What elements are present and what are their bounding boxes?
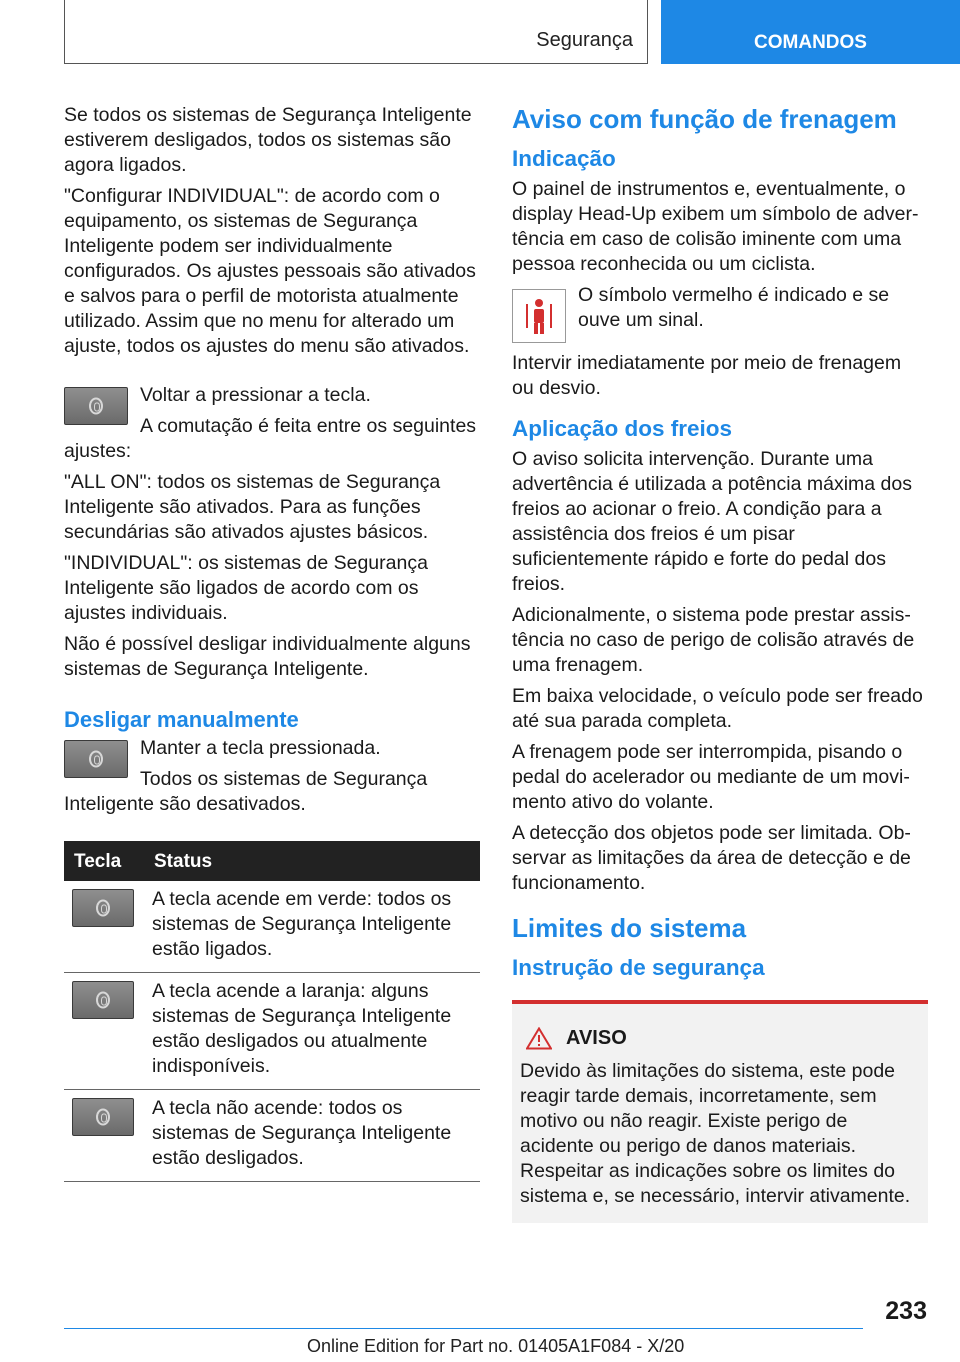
table-row xyxy=(64,881,480,973)
paragraph: A comutação é feita entre os seguintes ajustes: xyxy=(64,415,477,462)
subsection-heading: Indicação xyxy=(512,146,616,171)
right-column xyxy=(512,103,928,1223)
safety-button-icon xyxy=(72,1098,134,1136)
header-chapter-label: COMANDOS xyxy=(754,31,867,53)
paragraph: A frenagem pode ser interrompida, pisando o pedal do acelerador ou mediante de um movimento ativo do volante. xyxy=(512,741,910,813)
status-table xyxy=(64,841,480,1182)
subsection-heading: Instrução de segurança xyxy=(512,955,765,980)
table-row xyxy=(64,973,480,1090)
paragraph: Todos os sistemas de Segurança Inteligente são desativados. xyxy=(64,768,428,815)
pedestrian-warning-icon xyxy=(512,289,566,343)
table-row xyxy=(64,1090,480,1182)
warning-triangle-icon xyxy=(526,1027,552,1050)
paragraph: O aviso solicita intervenção. Durante uma advertência é utilizada a potência máxima dos freios ao acionar o freio. A condição para a assistência dos freios é um pisar suficientemente rápido e forte do pedal dos freios. xyxy=(512,448,912,595)
table-cell-status: A tecla não acende: todos os sistemas de Segurança Inteligente estão desligados. xyxy=(144,1090,480,1182)
warning-text: Devido às limitações do sistema, este pode reagir tarde demais, incorretamente, sem motivo ou não reagir. Existe perigo de acidente ou perigo de danos materiais. Respeitar as indicações sobre os limites do sistema e, se necessário, intervir ativamente. xyxy=(520,1060,911,1207)
paragraph: O símbolo vermelho é indicado e se ouve um sinal. xyxy=(578,284,890,331)
footer-edition: Online Edition for Part no. 01405A1F084 - X/20 xyxy=(307,1336,685,1356)
safety-button-icon xyxy=(64,387,128,425)
table-cell-status: A tecla acende em verde: todos os sistemas de Segurança Inteligente estão ligados. xyxy=(144,881,480,973)
safety-button-icon xyxy=(72,981,134,1019)
paragraph: Intervir imediatamente por meio de frenagem ou desvio. xyxy=(512,352,902,399)
subsection-heading: Aplicação dos freios xyxy=(512,416,733,441)
paragraph: Adicionalmente, o sistema pode prestar assistência no caso de perigo de colisão através de uma frenagem. xyxy=(512,604,915,676)
paragraph: Manter a tecla pressionada. xyxy=(140,737,381,759)
footer-divider xyxy=(64,1328,863,1329)
header-section-box xyxy=(64,0,648,64)
header-section-title: Segurança xyxy=(536,29,633,51)
left-column xyxy=(64,103,479,1182)
page-number: 233 xyxy=(885,1297,927,1325)
paragraph: "INDIVIDUAL": os sistemas de Segurança Inteligente são ligados de acordo com os ajustes individuais. xyxy=(64,552,428,624)
paragraph: Não é possível desligar individualmente alguns sistemas de Segurança Inteligente. xyxy=(64,633,471,680)
safety-button-icon xyxy=(72,889,134,927)
paragraph: "Configurar INDIVIDUAL": de acordo com o equipamento, os sistemas de Segurança Inteligente podem ser individualmente configurados. Os ajustes pessoais são ativados e salvos para o perfil de motorista atualmente utilizado. Assim que no menu for alterado um ajuste, todos os ajustes do menu são ativados. xyxy=(64,185,476,357)
paragraph: A detecção dos objetos pode ser limitada. Observar as limitações da área de detecção e de funcionamento. xyxy=(512,822,911,894)
table-cell-status: A tecla acende a laranja: alguns sistemas de Segurança Inteligente estão desligados ou atualmente indisponíveis. xyxy=(144,973,480,1090)
warning-box xyxy=(512,1000,928,1223)
header-chapter-tab[interactable] xyxy=(661,0,960,64)
safety-button-icon xyxy=(64,740,128,778)
chapter-heading: Limites do sistema xyxy=(512,913,747,943)
paragraph: Em baixa velocidade, o veículo pode ser freado até sua parada completa. xyxy=(512,685,923,732)
paragraph: Se todos os sistemas de Segurança Inteligente estiverem desligados, todos os sistemas são agora ligados. xyxy=(64,104,472,176)
section-heading: Desligar manualmente xyxy=(64,707,299,732)
paragraph: "ALL ON": todos os sistemas de Segurança Inteligente são ativados. Para as funções secundárias são ativados ajustes básicos. xyxy=(64,471,441,543)
table-header-key: Tecla xyxy=(64,841,144,881)
paragraph: Voltar a pressionar a tecla. xyxy=(140,384,371,406)
warning-title: AVISO xyxy=(566,1027,627,1049)
paragraph: O painel de instrumentos e, eventualmente, o display Head-Up exibem um símbolo de advertência em caso de colisão iminente com uma pessoa reconhecida ou um ciclista. xyxy=(512,178,919,275)
table-header-status: Status xyxy=(144,841,480,881)
chapter-heading: Aviso com função de frenagem xyxy=(512,104,897,134)
